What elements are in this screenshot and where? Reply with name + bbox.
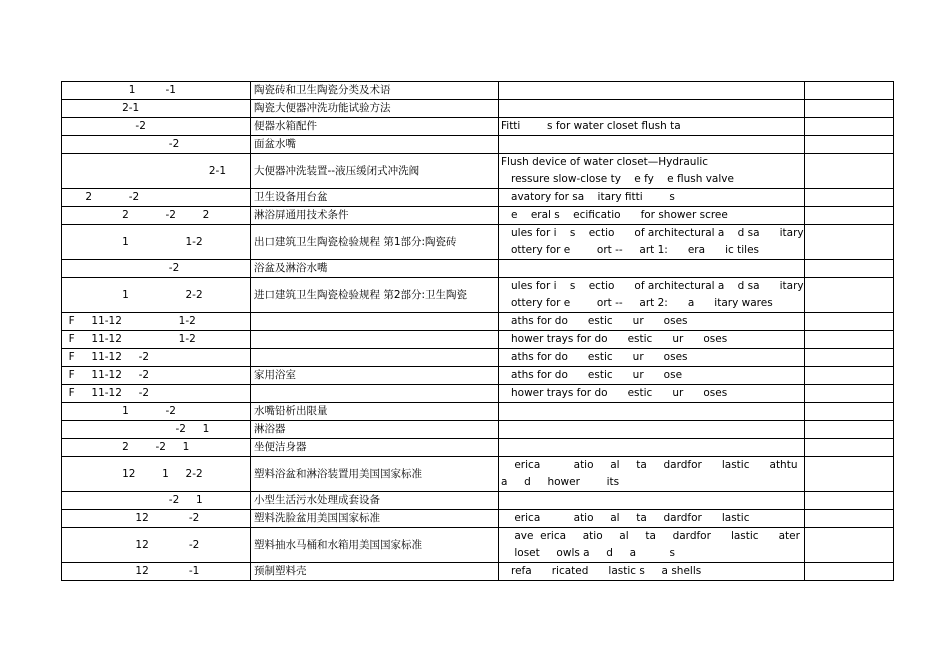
english-title-cell [499,136,805,154]
standard-code-cell: F 11-12 1-2 [62,331,251,349]
chinese-title-cell [251,385,499,403]
english-title-line: avatory for sa itary fitti s [501,191,675,203]
standard-code-cell: 1 -2 [62,403,251,421]
english-title-line: ules for i s ectio of architectural a d sa itary [501,227,804,239]
table-row [62,82,894,100]
english-title-line: erica atio al ta dardfor lastic athtu [501,459,798,471]
table-row [62,278,894,313]
chinese-title-cell [251,331,499,349]
table-row [62,189,894,207]
english-title-cell [499,439,805,457]
standard-code-cell: 2-1 [62,154,251,189]
english-title-line: hower trays for do estic ur oses [501,333,728,345]
english-title-line: aths for do estic ur oses [501,315,688,327]
table-row [62,510,894,528]
standard-code-cell: 12 -1 [62,563,251,581]
standard-code-cell: -2 [62,118,251,136]
english-title-line: aths for do estic ur oses [501,351,688,363]
chinese-title-cell: 预制塑料壳 [251,563,499,581]
chinese-title-cell: 坐便洁身器 [251,439,499,457]
standard-code-cell: -2 1 [62,492,251,510]
standard-code-cell: 12 1 2-2 [62,457,251,492]
table-row [62,260,894,278]
empty-cell [804,136,893,154]
empty-cell [804,154,893,189]
english-title-cell [499,118,805,136]
chinese-title-cell: 塑料浴盆和淋浴装置用美国国家标准 [251,457,499,492]
english-title-line: ules for i s ectio of architectural a d sa itary [501,280,804,292]
table-row [62,563,894,581]
table-row [62,136,894,154]
english-title-cell [499,154,805,189]
standard-code-cell: 1 -1 [62,82,251,100]
chinese-title-cell: 浴盆及淋浴水嘴 [251,260,499,278]
empty-cell [804,225,893,260]
english-title-cell [499,225,805,260]
standard-code-cell: 12 -2 [62,528,251,563]
table-row [62,421,894,439]
english-title-cell [499,510,805,528]
empty-cell [804,260,893,278]
standard-code-cell: 1 2-2 [62,278,251,313]
chinese-title-cell: 面盆水嘴 [251,136,499,154]
standard-code-cell: F 11-12 -2 [62,385,251,403]
chinese-title-cell: 淋浴屏通用技术条件 [251,207,499,225]
table-row [62,349,894,367]
english-title-line: ressure slow-close ty e fy e flush valve [501,173,734,185]
english-title-cell [499,421,805,439]
standard-code-cell: -2 1 [62,421,251,439]
standard-code-cell: F 11-12 -2 [62,367,251,385]
english-title-line: Fitti s for water closet flush ta [501,120,681,132]
table-row [62,313,894,331]
chinese-title-cell: 陶瓷大便器冲洗功能试验方法 [251,100,499,118]
chinese-title-cell: 进口建筑卫生陶瓷检验规程 第2部分:卫生陶瓷 [251,278,499,313]
empty-cell [804,385,893,403]
standard-code-cell: 2-1 [62,100,251,118]
standard-code-cell: 1 1-2 [62,225,251,260]
empty-cell [804,403,893,421]
empty-cell [804,207,893,225]
table-row [62,207,894,225]
chinese-title-cell: 卫生设备用台盆 [251,189,499,207]
table-row [62,331,894,349]
table-row [62,439,894,457]
english-title-line: ottery for e ort -- art 1: era ic tiles [501,244,759,256]
english-title-cell [499,313,805,331]
chinese-title-cell [251,313,499,331]
table-row [62,118,894,136]
chinese-title-cell: 出口建筑卫生陶瓷检验规程 第1部分:陶瓷砖 [251,225,499,260]
english-title-cell [499,457,805,492]
empty-cell [804,492,893,510]
empty-cell [804,278,893,313]
empty-cell [804,118,893,136]
chinese-title-cell: 家用浴室 [251,367,499,385]
table-body [62,82,894,581]
chinese-title-cell: 塑料抽水马桶和水箱用美国国家标准 [251,528,499,563]
english-title-line: ottery for e ort -- art 2: a itary wares [501,297,773,309]
english-title-line: aths for do estic ur ose [501,369,683,381]
english-title-line: erica atio al ta dardfor lastic [501,512,750,524]
english-title-cell [499,385,805,403]
chinese-title-cell: 大便器冲洗装置--液压缓闭式冲洗阀 [251,154,499,189]
empty-cell [804,457,893,492]
empty-cell [804,421,893,439]
english-title-cell [499,82,805,100]
table-row [62,528,894,563]
english-title-cell [499,207,805,225]
chinese-title-cell: 淋浴器 [251,421,499,439]
chinese-title-cell: 塑料洗脸盆用美国国家标准 [251,510,499,528]
standard-code-cell: -2 [62,136,251,154]
table-row [62,385,894,403]
empty-cell [804,439,893,457]
empty-cell [804,82,893,100]
standard-code-cell: -2 [62,260,251,278]
chinese-title-cell [251,349,499,367]
table-row [62,457,894,492]
standard-code-cell: 2 -2 [62,189,251,207]
english-title-line: a d hower its [501,476,620,488]
standard-code-cell: 2 -2 2 [62,207,251,225]
empty-cell [804,331,893,349]
english-title-cell [499,563,805,581]
english-title-line: Flush device of water closet—Hydraulic [501,156,709,168]
chinese-title-cell: 陶瓷砖和卫生陶瓷分类及术语 [251,82,499,100]
standard-code-cell: 2 -2 1 [62,439,251,457]
empty-cell [804,189,893,207]
empty-cell [804,510,893,528]
empty-cell [804,528,893,563]
standard-code-cell: F 11-12 1-2 [62,313,251,331]
standard-code-cell: F 11-12 -2 [62,349,251,367]
chinese-title-cell: 小型生活污水处理成套设备 [251,492,499,510]
table-row [62,100,894,118]
empty-cell [804,100,893,118]
english-title-cell [499,367,805,385]
english-title-cell [499,492,805,510]
standards-table [61,81,894,581]
english-title-cell [499,331,805,349]
english-title-cell [499,260,805,278]
empty-cell [804,563,893,581]
english-title-line: loset owls a d a s [501,547,675,559]
table-row [62,492,894,510]
english-title-cell [499,100,805,118]
empty-cell [804,349,893,367]
english-title-cell [499,349,805,367]
english-title-line: hower trays for do estic ur oses [501,387,728,399]
english-title-line: refa ricated lastic s a shells [501,565,702,577]
english-title-cell [499,403,805,421]
english-title-cell [499,278,805,313]
chinese-title-cell: 水嘴铅析出限量 [251,403,499,421]
empty-cell [804,367,893,385]
english-title-line: ave erica atio al ta dardfor lastic ater [501,530,800,542]
english-title-cell [499,189,805,207]
table-row [62,403,894,421]
table-row [62,225,894,260]
english-title-line: e eral s ecificatio for shower scree [501,209,728,221]
empty-cell [804,313,893,331]
table-row [62,367,894,385]
standard-code-cell: 12 -2 [62,510,251,528]
table-row [62,154,894,189]
chinese-title-cell: 便器水箱配件 [251,118,499,136]
english-title-cell [499,528,805,563]
